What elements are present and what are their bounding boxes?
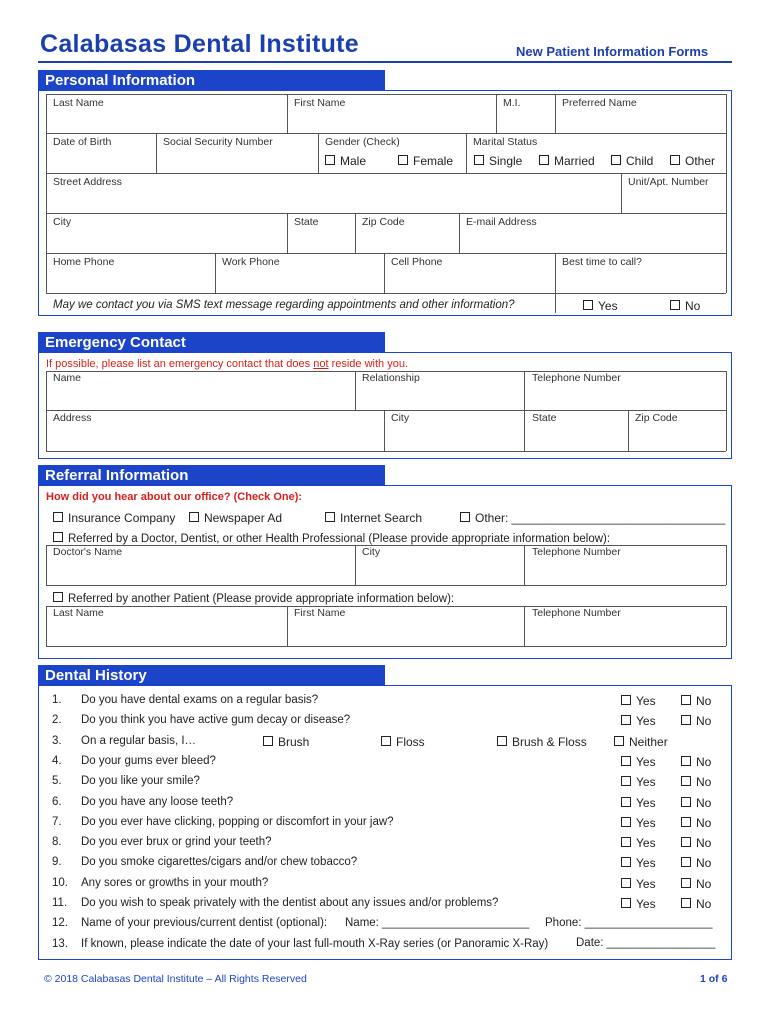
checkbox-square	[681, 695, 691, 705]
checkbox-child[interactable]: Child	[611, 154, 653, 168]
checkbox-square	[681, 857, 691, 867]
label-marital-status: Marital Status	[473, 136, 538, 148]
grid-line	[46, 410, 726, 411]
grid-line	[46, 585, 726, 586]
checkbox-label: Yes	[636, 714, 656, 728]
dental-question-number: 1.	[52, 694, 62, 706]
grid-line	[524, 606, 525, 646]
checkbox-label: No	[696, 694, 712, 708]
grid-line	[46, 173, 726, 174]
checkbox-square	[621, 776, 631, 786]
dental-question-text: On a regular basis, I…	[81, 735, 197, 747]
checkbox-floss[interactable]: Floss	[381, 735, 425, 749]
checkbox-label: No	[696, 816, 712, 830]
checkbox-dental-no[interactable]	[681, 694, 711, 708]
dental-question-text: Do you think you have active gum decay or disease?	[81, 714, 351, 726]
checkbox-square	[621, 817, 631, 827]
grid-line	[287, 94, 288, 133]
referral-question: How did you hear about our office? (Check One):	[46, 491, 303, 503]
checkbox-square	[681, 756, 691, 766]
checkbox-square	[621, 797, 631, 807]
checkbox-label: No	[696, 775, 712, 789]
checkbox-square	[681, 797, 691, 807]
grid-line	[355, 213, 356, 253]
page-subtitle: New Patient Information Forms	[516, 44, 709, 59]
grid-line	[496, 94, 497, 133]
checkbox-sms-yes[interactable]: Yes	[583, 299, 618, 313]
checkbox-dental-no[interactable]	[681, 796, 711, 810]
checkbox-dental-no[interactable]	[681, 755, 711, 769]
dental-question-text: Do you ever have clicking, popping or discomfort in your jaw?	[81, 816, 394, 828]
checkbox-square	[681, 715, 691, 725]
dental-question-text: Any sores or growths in your mouth?	[81, 877, 269, 889]
dental-question-number: 4.	[52, 755, 62, 767]
checkbox-dental-yes[interactable]	[621, 755, 656, 769]
grid-line	[215, 253, 216, 293]
checkbox-square	[621, 878, 631, 888]
checkbox-dental-yes[interactable]	[621, 694, 656, 708]
dental-question-number: 6.	[52, 796, 62, 808]
section-heading-referral: Referral Information	[38, 465, 385, 486]
checkbox-dental-yes[interactable]	[621, 856, 656, 870]
field-emergency-city[interactable]: City	[391, 412, 410, 424]
grid-line	[46, 451, 726, 452]
dental-question-number: 3.	[52, 735, 62, 747]
grid-line	[384, 410, 385, 451]
grid-line	[355, 545, 356, 585]
checkbox-sms-no[interactable]: No	[670, 299, 700, 313]
checkbox-label: Yes	[636, 836, 656, 850]
field-street-address[interactable]: Street Address	[53, 176, 122, 188]
field-ssn[interactable]: Social Security Number	[163, 136, 273, 148]
checkbox-single[interactable]: Single	[474, 154, 522, 168]
checkbox-dental-no[interactable]	[681, 775, 711, 789]
checkbox-square	[681, 776, 691, 786]
field-patient-first-name[interactable]: First Name	[294, 607, 346, 619]
grid-line	[524, 545, 525, 585]
field-doctor-name[interactable]: Doctor's Name	[53, 546, 123, 558]
checkbox-referred-patient[interactable]: Referred by another Patient (Please provide appropriate information below):	[53, 592, 454, 605]
grid-line	[46, 545, 726, 546]
grid-line	[46, 606, 726, 607]
grid-line	[459, 213, 460, 253]
dental-question-number: 2.	[52, 714, 62, 726]
checkbox-dental-yes[interactable]	[621, 796, 656, 810]
dental-question-number: 12.	[52, 917, 68, 929]
dental-question-text: Do your gums ever bleed?	[81, 755, 216, 767]
grid-line	[621, 173, 622, 213]
checkbox-other[interactable]: Other	[670, 154, 715, 168]
checkbox-square	[681, 898, 691, 908]
checkbox-dental-no[interactable]	[681, 897, 711, 911]
field-doctor-phone[interactable]: Telephone Number	[532, 546, 621, 558]
field-city[interactable]: City	[53, 216, 72, 228]
checkbox-label: Yes	[636, 796, 656, 810]
checkbox-label: Yes	[636, 694, 656, 708]
personal-info-frame	[38, 90, 732, 316]
dental-question-text: If known, please indicate the date of your last full-mouth X-Ray series (or Panoramic X-Ray)	[81, 938, 549, 950]
checkbox-referred-doctor[interactable]: Referred by a Doctor, Dentist, or other Health Professional (Please provide appropriate information below):	[53, 532, 610, 545]
grid-line	[46, 94, 47, 293]
field-patient-last-name[interactable]: Last Name	[53, 607, 104, 619]
field-cell-phone[interactable]: Cell Phone	[391, 256, 443, 268]
grid-line	[466, 133, 467, 173]
field-relationship[interactable]: Relationship	[362, 372, 420, 384]
checkbox-label: No	[696, 796, 712, 810]
checkbox-insurance[interactable]: Insurance Company	[53, 511, 175, 525]
checkbox-label: Yes	[636, 897, 656, 911]
checkbox-brush-floss[interactable]: Brush & Floss	[497, 735, 587, 749]
section-heading-emergency: Emergency Contact	[38, 332, 385, 353]
checkbox-internet[interactable]: Internet Search	[325, 511, 422, 525]
checkbox-square	[621, 695, 631, 705]
grid-line	[628, 410, 629, 451]
label-gender: Gender (Check)	[325, 136, 400, 148]
checkbox-dental-no[interactable]	[681, 856, 711, 870]
emergency-note: If possible, please list an emergency contact that does not reside with you.	[46, 358, 408, 370]
checkbox-square	[621, 756, 631, 766]
sms-question: May we contact you via SMS text message regarding appointments and other information?	[53, 299, 515, 311]
checkbox-dental-no[interactable]	[681, 836, 711, 850]
dental-question-number: 7.	[52, 816, 62, 828]
dental-question-number: 8.	[52, 836, 62, 848]
field-preferred-name[interactable]: Preferred Name	[562, 97, 637, 109]
checkbox-label: Yes	[636, 877, 656, 891]
checkbox-label: No	[696, 714, 712, 728]
dental-question-text: Name of your previous/current dentist (optional):	[81, 917, 328, 929]
field-patient-phone[interactable]: Telephone Number	[532, 607, 621, 619]
field-doctor-city[interactable]: City	[362, 546, 381, 558]
grid-line	[46, 646, 726, 647]
checkbox-married[interactable]: Married	[539, 154, 595, 168]
checkbox-newspaper[interactable]: Newspaper Ad	[189, 511, 282, 525]
grid-line	[46, 94, 726, 95]
field-prev-dentist-phone[interactable]: Phone: ____________________	[545, 917, 713, 929]
grid-line	[726, 545, 727, 585]
grid-line	[555, 293, 556, 313]
dental-question-text: Do you ever brux or grind your teeth?	[81, 836, 272, 848]
checkbox-square	[681, 837, 691, 847]
checkbox-square	[621, 857, 631, 867]
section-heading-dental: Dental History	[38, 665, 385, 686]
dental-question-text: Do you have any loose teeth?	[81, 796, 234, 808]
field-emergency-name[interactable]: Name	[53, 372, 82, 384]
checkbox-dental-yes[interactable]	[621, 836, 656, 850]
checkbox-square	[621, 715, 631, 725]
grid-line	[555, 253, 556, 293]
checkbox-label: Yes	[636, 816, 656, 830]
grid-line	[46, 293, 726, 294]
checkbox-neither[interactable]: Neither	[614, 735, 668, 749]
field-first-name[interactable]: First Name	[294, 97, 346, 109]
checkbox-dental-yes[interactable]	[621, 775, 656, 789]
dental-question-text: Do you smoke cigarettes/cigars and/or chew tobacco?	[81, 856, 358, 868]
grid-line	[46, 253, 726, 254]
footer-copyright: © 2018 Calabasas Dental Institute – All Rights Reserved	[44, 973, 307, 985]
checkbox-label: Yes	[636, 775, 656, 789]
checkbox-dental-yes[interactable]	[621, 714, 656, 728]
grid-line	[726, 94, 727, 293]
dental-question-number: 5.	[52, 775, 62, 787]
field-best-time[interactable]: Best time to call?	[562, 256, 642, 268]
grid-line	[524, 371, 525, 451]
checkbox-dental-no[interactable]	[681, 877, 711, 891]
checkbox-label: No	[696, 755, 712, 769]
grid-line	[726, 606, 727, 646]
dental-question-text: Do you wish to speak privately with the dentist about any issues and/or problems?	[81, 897, 499, 909]
checkbox-dental-no[interactable]	[681, 714, 711, 728]
field-xray-date[interactable]: Date: _________________	[576, 937, 716, 949]
grid-line	[726, 371, 727, 451]
page-title: Calabasas Dental Institute	[40, 30, 360, 58]
dental-question-text: Do you like your smile?	[81, 775, 200, 787]
checkbox-label: No	[696, 856, 712, 870]
grid-line	[46, 371, 47, 451]
checkbox-label: No	[696, 836, 712, 850]
checkbox-dental-yes[interactable]	[621, 816, 656, 830]
checkbox-label: No	[696, 877, 712, 891]
field-work-phone[interactable]: Work Phone	[222, 256, 280, 268]
field-home-phone[interactable]: Home Phone	[53, 256, 115, 268]
grid-line	[46, 606, 47, 646]
grid-line	[318, 133, 319, 173]
checkbox-dental-no[interactable]	[681, 816, 711, 830]
grid-line	[384, 253, 385, 293]
grid-line	[287, 213, 288, 253]
section-heading-personal: Personal Information	[38, 70, 385, 91]
field-state[interactable]: State	[294, 216, 319, 228]
checkbox-square	[681, 817, 691, 827]
footer-page-number: 1 of 6	[700, 973, 728, 985]
dental-question-text: Do you have dental exams on a regular basis?	[81, 694, 319, 706]
dental-question-number: 9.	[52, 856, 62, 868]
checkbox-square	[681, 878, 691, 888]
field-last-name[interactable]: Last Name	[53, 97, 104, 109]
field-mi[interactable]: M.I.	[503, 97, 521, 109]
checkbox-dental-yes[interactable]	[621, 877, 656, 891]
dental-question-number: 13.	[52, 938, 68, 950]
grid-line	[555, 94, 556, 133]
checkbox-label: No	[696, 897, 712, 911]
checkbox-male[interactable]: Male	[325, 154, 366, 168]
grid-line	[156, 133, 157, 173]
field-email[interactable]: E-mail Address	[466, 216, 537, 228]
checkbox-brush[interactable]: Brush	[263, 735, 309, 749]
field-dob[interactable]: Date of Birth	[53, 136, 112, 148]
checkbox-square	[621, 898, 631, 908]
grid-line	[355, 371, 356, 410]
grid-line	[46, 545, 47, 585]
grid-line	[46, 133, 726, 134]
dental-question-number: 10.	[52, 877, 68, 889]
grid-line	[287, 606, 288, 646]
field-emergency-zip[interactable]: Zip Code	[635, 412, 678, 424]
dental-question-number: 11.	[52, 897, 68, 909]
field-prev-dentist-name[interactable]: Name: _______________________	[345, 917, 530, 929]
field-unit[interactable]: Unit/Apt. Number	[628, 176, 709, 188]
grid-line	[46, 213, 726, 214]
checkbox-female[interactable]: Female	[398, 154, 453, 168]
field-emergency-state[interactable]: State	[532, 412, 557, 424]
header-rule	[38, 61, 732, 63]
field-zip[interactable]: Zip Code	[362, 216, 405, 228]
checkbox-label: Yes	[636, 856, 656, 870]
field-emergency-phone[interactable]: Telephone Number	[532, 372, 621, 384]
checkbox-referral-other[interactable]: Other: ________________________________	[460, 511, 725, 525]
checkbox-square	[621, 837, 631, 847]
field-emergency-address[interactable]: Address	[53, 412, 92, 424]
checkbox-label: Yes	[636, 755, 656, 769]
checkbox-dental-yes[interactable]	[621, 897, 656, 911]
